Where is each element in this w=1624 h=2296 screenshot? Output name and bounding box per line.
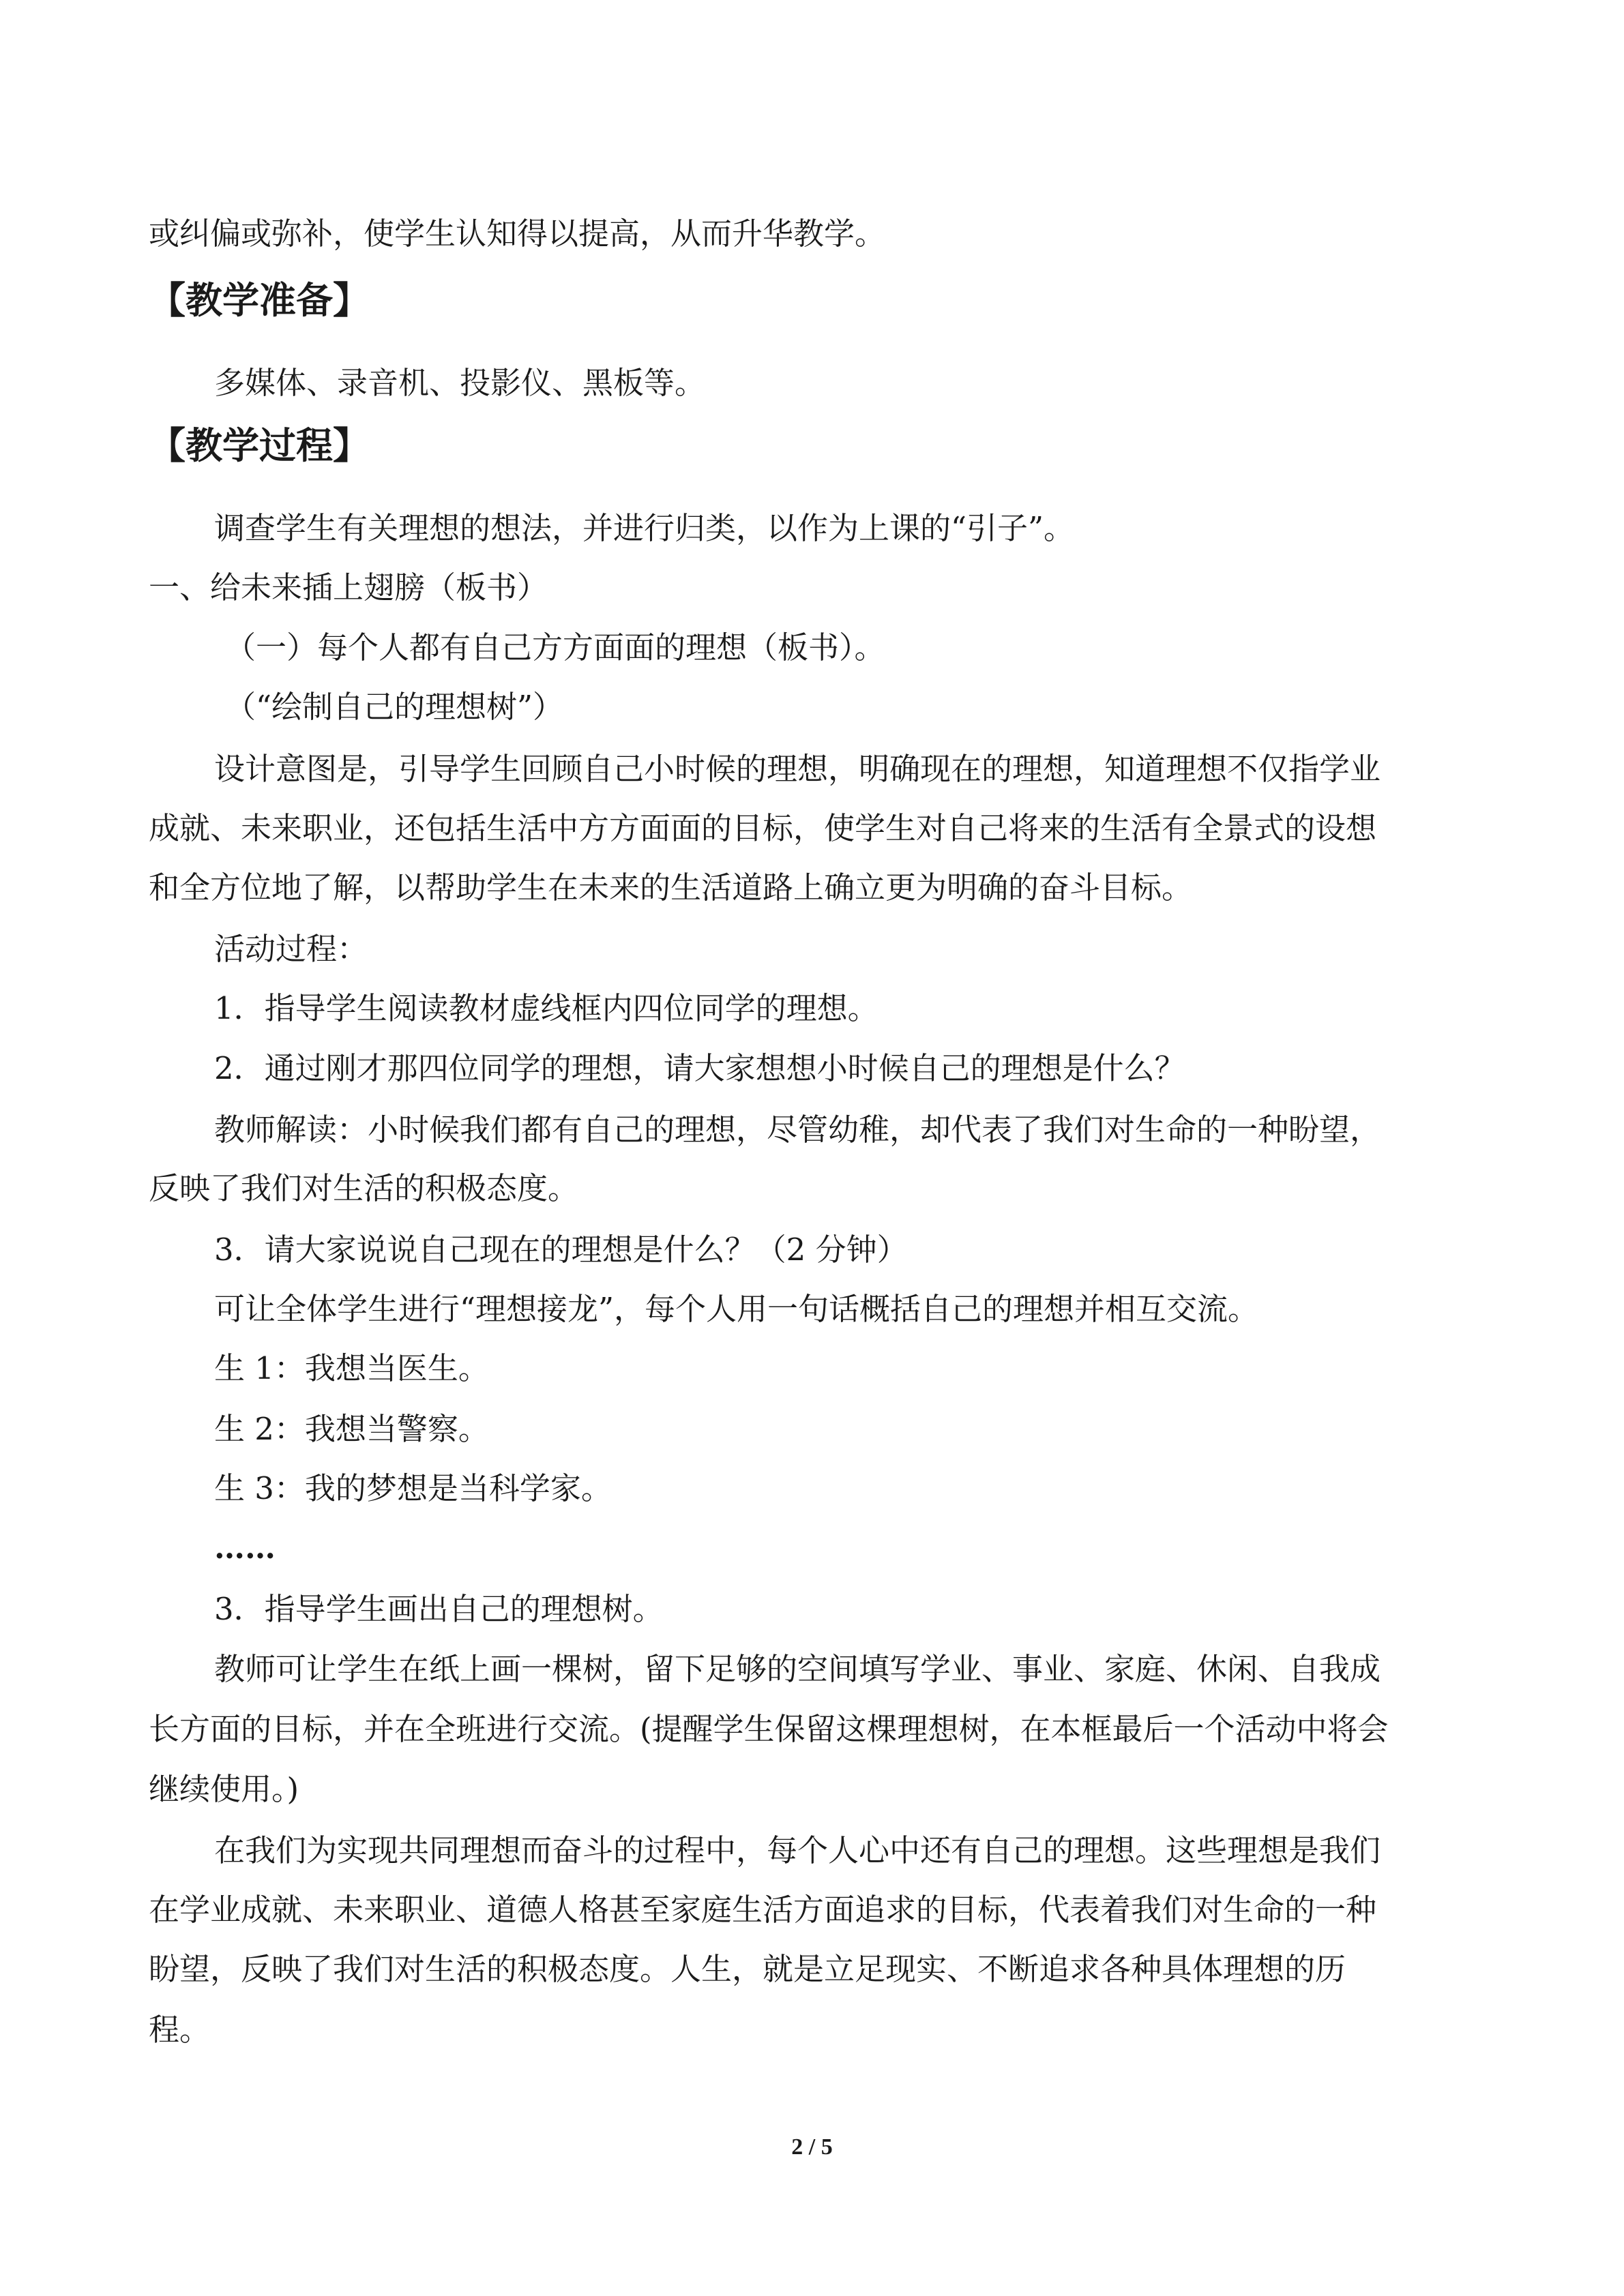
- page-number: 2 / 5: [791, 2134, 833, 2160]
- dialogue-line: 生 1：我想当医生。: [214, 1350, 489, 1386]
- paragraph-line: 成就、未来职业，还包括生活中方方面面的目标，使学生对自己将来的生活有全景式的设想: [149, 810, 1377, 846]
- dialogue-line: 生 2：我想当警察。: [214, 1411, 489, 1447]
- dialogue-line: 生 3：我的梦想是当科学家。: [214, 1470, 612, 1506]
- paragraph-line: 盼望，反映了我们对生活的积极态度。人生，就是立足现实、不断追求各种具体理想的历: [149, 1951, 1346, 1987]
- section-subheading: 一、给未来插上翅膀（板书）: [149, 569, 548, 606]
- list-item: 2．通过刚才那四位同学的理想，请大家想想小时候自己的理想是什么？: [214, 1050, 1185, 1086]
- list-item: 3．指导学生画出自己的理想树。: [214, 1591, 664, 1627]
- paragraph-line: 多媒体、录音机、投影仪、黑板等。: [214, 365, 706, 401]
- paragraph-line: 继续使用。): [149, 1771, 299, 1807]
- paragraph-line: 设计意图是，引导学生回顾自己小时候的理想，明确现在的理想，知道理想不仅指学业: [214, 751, 1381, 787]
- section-heading-preparation: 【教学准备】: [149, 278, 370, 322]
- paragraph-line: 程。: [149, 2012, 211, 2048]
- paragraph-line: 教师解读：小时候我们都有自己的理想，尽管幼稚，却代表了我们对生命的一种盼望，: [214, 1112, 1381, 1148]
- paragraph-line: 和全方位地了解，以帮助学生在未来的生活道路上确立更为明确的奋斗目标。: [149, 869, 1193, 906]
- paragraph-line: 可让全体学生进行“理想接龙”，每个人用一句话概括自己的理想并相互交流。: [214, 1291, 1259, 1327]
- paragraph-line: 反映了我们对生活的积极态度。: [149, 1170, 579, 1206]
- paragraph-line: 长方面的目标，并在全班进行交流。(提醒学生保留这棵理想树，在本框最后一个活动中将会: [149, 1711, 1389, 1747]
- paragraph-line: （“绘制自己的理想树”）: [225, 689, 564, 725]
- paragraph-line: 教师可让学生在纸上画一棵树，留下足够的空间填写学业、事业、家庭、休闲、自我成: [214, 1651, 1381, 1687]
- section-heading-process: 【教学过程】: [149, 423, 370, 467]
- paragraph-line: 或纠偏或弥补，使学生认知得以提高，从而升华教学。: [149, 215, 886, 252]
- list-item: 1．指导学生阅读教材虚线框内四位同学的理想。: [214, 990, 879, 1026]
- paragraph-line: 在我们为实现共同理想而奋斗的过程中，每个人心中还有自己的理想。这些理想是我们: [214, 1832, 1381, 1868]
- ellipsis: ……: [214, 1530, 276, 1566]
- paragraph-line: 活动过程：: [214, 931, 368, 967]
- list-item: 3．请大家说说自己现在的理想是什么？（2 分钟）: [214, 1232, 908, 1268]
- paragraph-line: （一）每个人都有自己方方面面的理想（板书）。: [225, 629, 885, 666]
- paragraph-line: 调查学生有关理想的想法，并进行归类，以作为上课的“引子”。: [214, 510, 1075, 546]
- paragraph-line: 在学业成就、未来职业、道德人格甚至家庭生活方面追求的目标，代表着我们对生命的一种: [149, 1892, 1377, 1928]
